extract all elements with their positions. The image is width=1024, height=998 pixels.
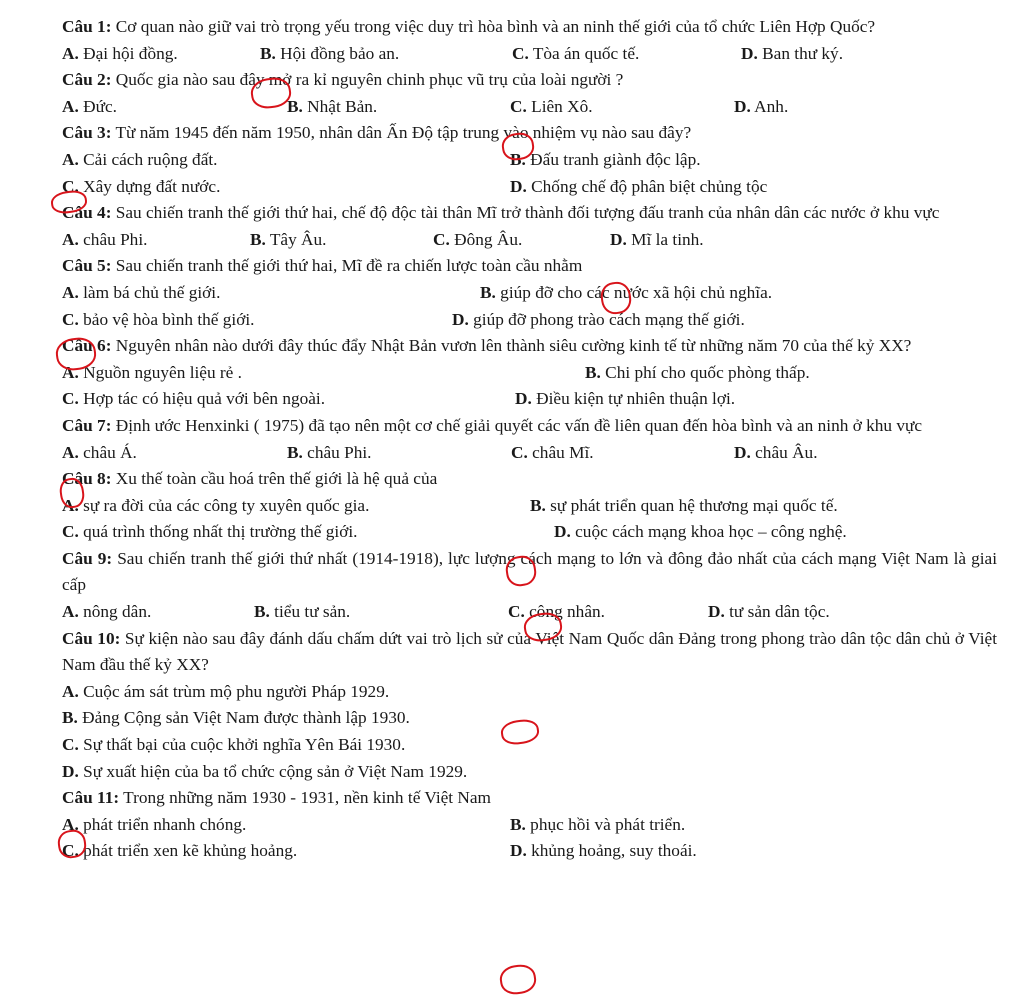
options-3b	[62, 174, 997, 201]
option-d[interactable]: D. Sự xuất hiện của ba tổ chức cộng sản ở Việt Nam 1929.	[62, 761, 468, 781]
question-text: Định ước Henxinki ( 1975) đã tạo nên một cơ chế giải quyết các vấn đề liên quan đến hòa bình và an ninh ở khu vực	[111, 415, 923, 435]
question-text: Sau chiến tranh thế giới thứ hai, chế độ độc tài thân Mĩ trở thành đối tượng đấu tranh của nhân dân các nước ở khu vực	[111, 203, 940, 223]
option-b[interactable]: B. Nhật Bản.	[287, 96, 378, 116]
option-a[interactable]: A. Cuộc ám sát trùm mộ phu người Pháp 1929.	[62, 681, 390, 701]
options-8a	[62, 493, 997, 520]
question-label: Câu 5:	[62, 256, 112, 276]
option-d[interactable]: D. châu Âu.	[734, 442, 818, 462]
options-2	[62, 94, 997, 121]
options-1	[62, 41, 997, 68]
question-label: Câu 10:	[62, 628, 121, 648]
option-a[interactable]: A. sự ra đời của các công ty xuyên quốc gia.	[62, 495, 370, 515]
options-11a	[62, 812, 997, 839]
options-7	[62, 440, 997, 467]
option-d[interactable]: D. Anh.	[734, 96, 789, 116]
option-c[interactable]: C. công nhân.	[508, 602, 605, 622]
question-4	[62, 200, 997, 227]
option-b[interactable]: B. Hội đồng bảo an.	[260, 43, 400, 63]
question-10	[62, 626, 997, 679]
question-label: Câu 6:	[62, 336, 112, 356]
question-label: Câu 4:	[62, 203, 112, 223]
option-a[interactable]: A. Đức.	[62, 96, 117, 116]
options-5a	[62, 280, 997, 307]
option-a[interactable]: A. nông dân.	[62, 602, 152, 622]
option-c[interactable]: C. Đông Âu.	[433, 229, 523, 249]
option-c[interactable]: C. Liên Xô.	[510, 96, 593, 116]
options-5b	[62, 307, 997, 334]
option-a[interactable]: A. Nguồn nguyên liệu rẻ .	[62, 362, 242, 382]
question-label: Câu 1:	[62, 17, 112, 36]
question-label: Câu 7:	[62, 415, 112, 435]
question-label: Câu 3:	[62, 123, 112, 143]
option-a[interactable]: A. Đại hội đồng.	[62, 43, 178, 63]
question-8	[62, 466, 997, 493]
question-3	[62, 120, 997, 147]
question-2	[62, 67, 997, 94]
option-c[interactable]: C. phát triển xen kẽ khủng hoảng.	[62, 841, 298, 861]
options-3a	[62, 147, 997, 174]
question-11	[62, 785, 997, 812]
question-text: Sau chiến tranh thế giới thứ hai, Mĩ đề ra chiến lược toàn cầu nhằm	[111, 256, 583, 276]
options-9	[62, 599, 997, 626]
options-4	[62, 227, 997, 254]
option-c[interactable]: C. Xây dựng đất nước.	[62, 176, 221, 196]
question-5	[62, 253, 997, 280]
option-b[interactable]: B. Đảng Cộng sản Việt Nam được thành lập 1930.	[62, 708, 410, 728]
options-8b	[62, 519, 997, 546]
option-d[interactable]: D. khủng hoảng, suy thoái.	[510, 841, 697, 861]
option-c[interactable]: C. bảo vệ hòa bình thế giới.	[62, 309, 255, 329]
option-a[interactable]: A. phát triển nhanh chóng.	[62, 814, 247, 834]
option-c[interactable]: C. châu Mĩ.	[511, 442, 594, 462]
option-d[interactable]: D. tư sản dân tộc.	[708, 602, 830, 622]
option-b[interactable]: B. phục hồi và phát triển.	[510, 814, 686, 834]
option-b[interactable]: B. tiểu tư sản.	[254, 602, 351, 622]
option-d[interactable]: D. Mĩ la tinh.	[610, 229, 704, 249]
option-d[interactable]: D. Ban thư ký.	[741, 43, 844, 63]
option-d[interactable]: D. Điều kiện tự nhiên thuận lợi.	[515, 389, 736, 409]
option-row-10a	[62, 679, 997, 706]
option-a[interactable]: A. làm bá chủ thế giới.	[62, 282, 221, 302]
option-row-10d	[62, 759, 997, 786]
option-row-10c	[62, 732, 997, 759]
options-11b	[62, 838, 997, 865]
question-text: Sau chiến tranh thế giới thứ nhất (1914-1918), lực lượng cách mạng to lớn và đông đảo nhất của cách mạng Việt Nam là giai cấp	[62, 548, 997, 595]
question-6	[62, 333, 997, 360]
answer-circle-q11	[498, 963, 538, 997]
option-d[interactable]: D. cuộc cách mạng khoa học – công nghệ.	[554, 522, 847, 542]
option-c[interactable]: C. Sự thất bại của cuộc khởi nghĩa Yên Bái 1930.	[62, 735, 406, 755]
options-6b	[62, 386, 997, 413]
option-b[interactable]: B. giúp đỡ cho các nước xã hội chủ nghĩa.	[480, 282, 773, 302]
question-text: Sự kiện nào sau đây đánh dấu chấm dứt vai trò lịch sử của Việt Nam Quốc dân Đảng trong phong trào dân tộc dân chủ ở Việt Nam đầu thế kỷ XX?	[62, 628, 997, 675]
option-c[interactable]: C. Hợp tác có hiệu quả với bên ngoài.	[62, 389, 326, 409]
question-text: Từ năm 1945 đến năm 1950, nhân dân Ấn Độ tập trung vào nhiệm vụ nào sau đây?	[111, 123, 692, 143]
quiz-document	[62, 14, 997, 865]
question-label: Câu 8:	[62, 469, 112, 489]
option-c[interactable]: C. quá trình thống nhất thị trường thế giới.	[62, 522, 358, 542]
option-b[interactable]: B. sự phát triển quan hệ thương mại quốc tế.	[530, 495, 838, 515]
option-a[interactable]: A. châu Phi.	[62, 229, 148, 249]
option-a[interactable]: A. Cải cách ruộng đất.	[62, 149, 218, 169]
option-d[interactable]: D. giúp đỡ phong trào cách mạng thế giới.	[452, 309, 745, 329]
option-b[interactable]: B. Chi phí cho quốc phòng thấp.	[585, 362, 810, 382]
options-6a	[62, 360, 997, 387]
question-text: Quốc gia nào sau đây mở ra kỉ nguyên chinh phục vũ trụ của loài người ?	[111, 70, 624, 90]
question-text: Nguyên nhân nào dưới đây thúc đẩy Nhật Bản vươn lên thành siêu cường kinh tế từ những năm 70 của thế kỷ XX?	[111, 336, 912, 356]
question-label: Câu 11:	[62, 788, 120, 808]
option-c[interactable]: C. Tòa án quốc tế.	[512, 43, 640, 63]
option-d[interactable]: D. Chống chế độ phân biệt chủng tộc	[510, 176, 768, 196]
option-b[interactable]: B. Tây Âu.	[250, 229, 327, 249]
question-text: Xu thế toàn cầu hoá trên thế giới là hệ quả của	[111, 469, 438, 489]
question-text: Trong những năm 1930 - 1931, nền kinh tế Việt Nam	[119, 788, 491, 808]
option-a[interactable]: A. châu Á.	[62, 442, 137, 462]
question-1	[62, 14, 997, 41]
question-text: Cơ quan nào giữ vai trò trọng yếu trong việc duy trì hòa bình và an ninh thế giới của tổ chức Liên Hợp Quốc?	[111, 17, 876, 36]
option-b[interactable]: B. Đấu tranh giành độc lập.	[510, 149, 701, 169]
option-b[interactable]: B. châu Phi.	[287, 442, 372, 462]
question-9	[62, 546, 997, 599]
question-label: Câu 9:	[62, 548, 113, 568]
question-label: Câu 2:	[62, 70, 112, 90]
option-row-10b	[62, 705, 997, 732]
question-7	[62, 413, 997, 440]
